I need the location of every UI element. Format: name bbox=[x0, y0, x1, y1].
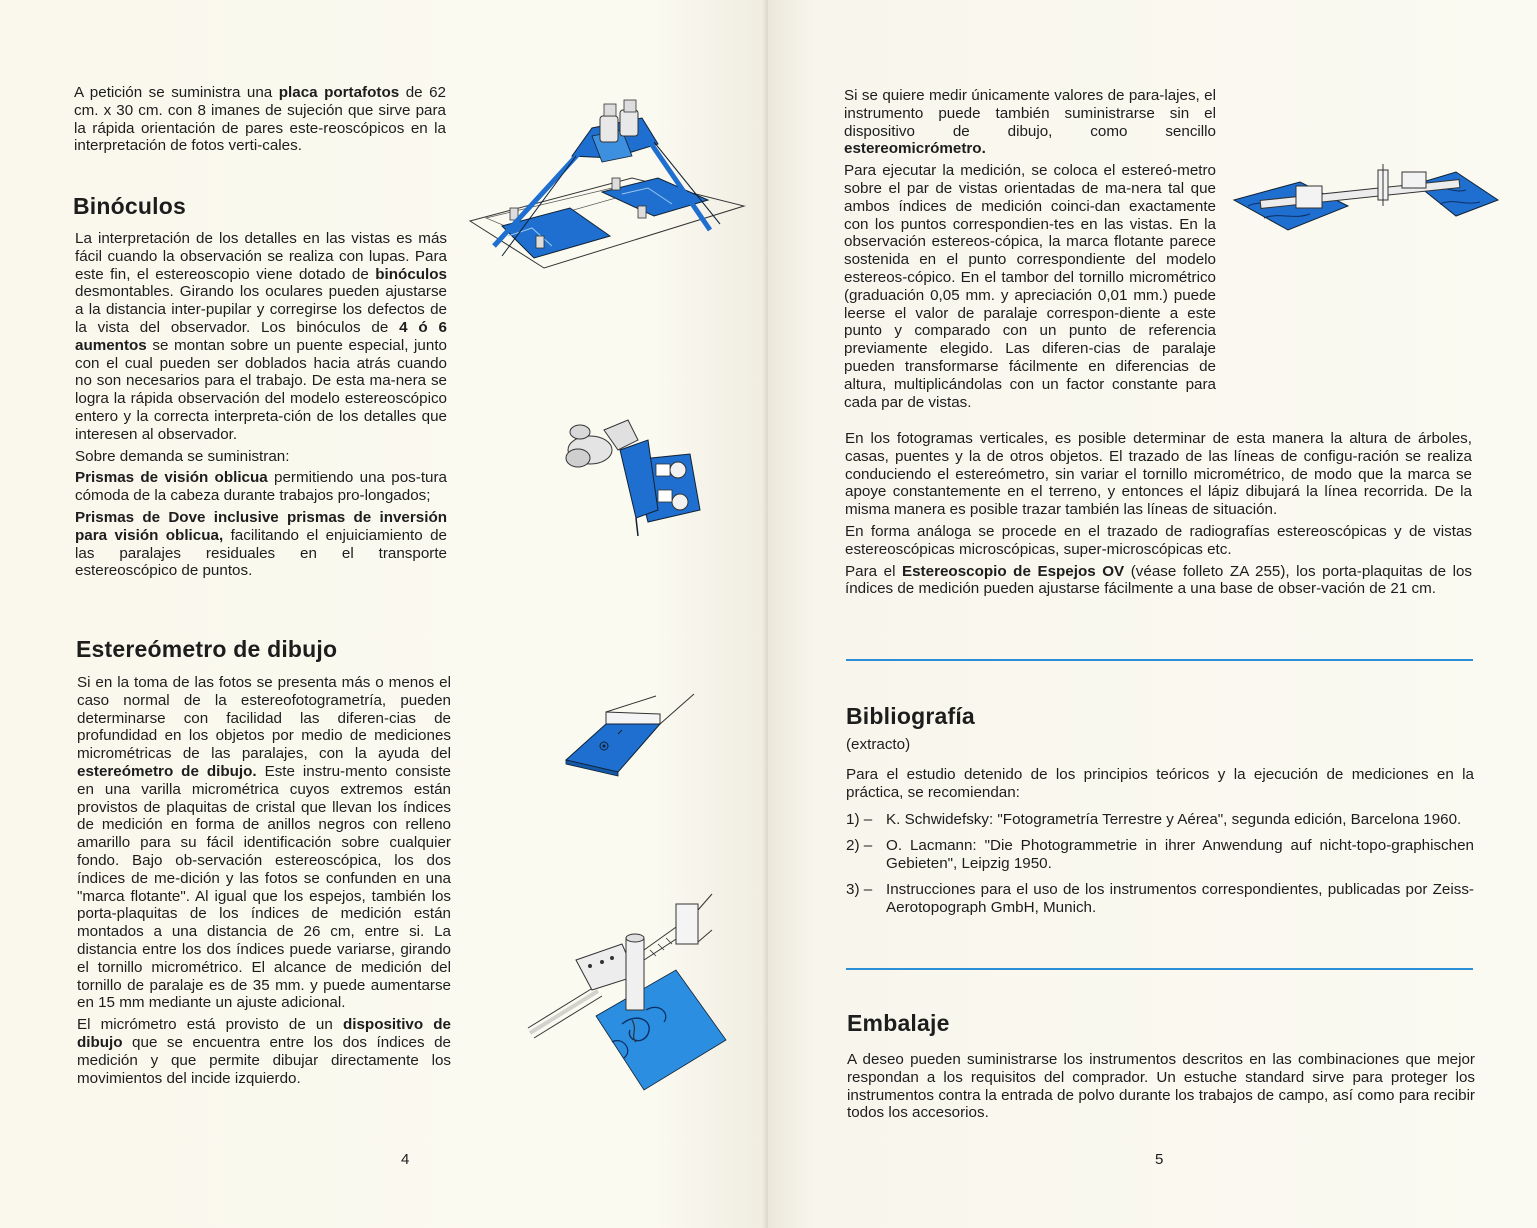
estereometro-paragraph-2: El micrómetro está provisto de un dispositivo de dibujo que se encuentra entre los dos índices de medición y que permite dibujar directamente los movimientos del incide izquierdo. bbox=[77, 1016, 451, 1087]
page-number-left: 4 bbox=[401, 1151, 410, 1168]
bibliography-item: 2) – O. Lacmann: "Die Photogrammetrie in ihrer Anwendung auf nicht-topo-graphischen Gebieten", Leipzig 1950. bbox=[846, 837, 1474, 872]
intro-paragraph bbox=[74, 84, 446, 159]
bibliography-list bbox=[846, 811, 1474, 925]
right-page bbox=[768, 0, 1537, 1228]
divider-1 bbox=[846, 659, 1473, 661]
embalaje-text: A deseo pueden suministrarse los instrumentos descritos en las combinaciones que mejor respondan a los requisitos del comprador. Un estuche standard sirve para proteger los instrumentos contra la entrada de polvo durante los trabajos de campo, así como para recibir todos los accesorios. bbox=[847, 1051, 1475, 1122]
measuring-plate-illustration bbox=[560, 688, 700, 778]
heading-binoculos: Binóculos bbox=[73, 193, 186, 219]
estereometro-section bbox=[77, 674, 451, 1091]
binoculos-paragraph-4: Prismas de Dove inclusive prismas de inversión para visión oblicua, facilitando el enjuiciamiento de las paralajes residuales en el transporte estereoscópico de puntos. bbox=[75, 508, 447, 580]
bibliografia-intro: Para el estudio detenido de los principios teóricos y la ejecución de mediciones en la práctica, se recomiendan: bbox=[846, 766, 1474, 801]
divider-2 bbox=[846, 968, 1473, 970]
stereomicrometer-illustration bbox=[1230, 160, 1502, 240]
binoculos-section bbox=[75, 230, 447, 584]
heading-estereometro: Estereómetro de dibujo bbox=[76, 636, 338, 662]
right-paragraph-3: En los fotogramas verticales, es posible determinar de esta manera la altura de árboles, casas, puentes y la de otros objetos. El trazado de las líneas de configu-ración se realiza conduciendo el estereómetro, sin variar el tornillo micrométrico, de modo que la marca se apoye constantemente en el terreno, y entonces el lápiz dibujará la línea recorrida. De la misma manera es posible trazar también las líneas de situación. bbox=[845, 430, 1472, 519]
right-paragraph-2: Para ejecutar la medición, se coloca el estereó-metro sobre el par de vistas orientadas de ma-nera tal que ambos índices de medición coinci-dan exactamente con los puntos correspondien-tes en las vistas. En la observación estereos-cópica, la marca flotante parece sostenida en el punto correspondiente del modelo estereos-cópico. En el tambor del tornillo micrométrico (graduación 0,05 mm. y apreciación 0,01 mm.) puede leerse el valor de paralaje correspon-diente a este punto y comparado con un punto de referencia previamente elegido. Las diferen-cias de paralaje pueden transformarse fácilmente en diferencias de altura, multiplicándolas con un factor constante para cada par de vistas. bbox=[844, 162, 1216, 411]
heading-embalaje: Embalaje bbox=[847, 1010, 950, 1036]
left-page bbox=[0, 0, 768, 1228]
intro-text-1: A petición se suministra una bbox=[74, 84, 279, 101]
right-wide-text bbox=[845, 430, 1472, 602]
right-top-narrow-text bbox=[844, 87, 1216, 415]
binoculos-paragraph-2: Sobre demanda se suministran: bbox=[75, 447, 290, 465]
right-paragraph-5: Para el Estereoscopio de Espejos OV (véase folleto ZA 255), los porta-plaquitas de los índices de medición pueden ajustarse fácilmente a una base de obser-vación de 21 cm. bbox=[845, 562, 1472, 598]
drawing-device-illustration bbox=[526, 890, 736, 1095]
intro-text-2: de 62 cm. x 30 cm. con 8 imanes de sujeción que sirve para la rápida orientación de pares este-reoscópicos en la interpretación de fotos verti-cales. bbox=[74, 84, 446, 155]
bibliography-item: 1) – K. Schwidefsky: "Fotogrametría Terrestre y Aérea", segunda edición, Barcelona 1960. bbox=[846, 811, 1462, 828]
heading-bibliografia: Bibliografía bbox=[846, 703, 975, 729]
intro-bold-placa: placa portafotos bbox=[278, 84, 400, 101]
page-number-right: 5 bbox=[1155, 1151, 1164, 1168]
right-paragraph-4: En forma análoga se procede en el trazado de radiografías estereoscópicas y de vistas estereoscópicas microscópicas, super-microscópicas etc. bbox=[845, 522, 1472, 558]
bibliografia-subheading: (extracto) bbox=[846, 736, 911, 753]
stereoscope-illustration bbox=[462, 96, 752, 276]
bibliography-item: 3) – Instrucciones para el uso de los instrumentos correspondientes, publicadas por Zeiss-Aerotopograph GmbH, Munich. bbox=[846, 881, 1474, 916]
right-paragraph-1: Si se quiere medir únicamente valores de para-lajes, el instrumento puede también suministrarse sin el dispositivo de dibujo, como sencillo estereomicrómetro. bbox=[844, 87, 1216, 158]
estereometro-paragraph-1: Si en la toma de las fotos se presenta más o menos el caso normal de la estereofotogrametría, pueden determinarse con facilidad las diferen-cias de profundidad en los objetos por medio de mediciones micrométricas de las paralajes, con la ayuda del estereómetro de dibujo. Este instru-mento consiste en una varilla micrométrica cuyos extremos están provistos de plaquitas de cristal que llevan los índices de medición en forma de anillos negros con relleno amarillo para su fácil identificación sobre cualquier fondo. Bajo ob-servación estereoscópica, los dos índices de me-dición y las fotos se confunden en una "marca flotante". Al igual que los espejos, también los porta-plaquitas de los índices de medición están montados a una distancia de 26 cm, entre si. La distancia entre los dos índices puede variarse, girando el tornillo micrométrico. El alcance de medición del tornillo de paralaje es de 35 mm. y puede aumentarse en 15 mm mediante un ajuste adicional. bbox=[77, 674, 451, 1012]
binoculos-paragraph-1: La interpretación de los detalles en las vistas es más fácil cuando la observación se realiza con lupas. Para este fin, el estereoscopio viene dotado de binóculos desmontables. Girando los oculares pueden ajustarse a la distancia inter-pupilar y corregirse los defectos de la vista del observador. Los binóculos de 4 ó 6 aumentos se montan sobre un puente especial, junto con el cual pueden ser doblados hacia atrás cuando no son necesarios para el trabajo. De esta ma-nera se logra la rápida observación del modelo estereoscópico entero y la correcta interpreta-ción de los detalles que interesen al observador. bbox=[75, 230, 447, 443]
binoculos-paragraph-3: Prismas de visión oblicua permitiendo una pos-tura cómoda de la cabeza durante trabajos pro-longados; bbox=[75, 469, 447, 505]
binocular-prism-illustration bbox=[540, 410, 710, 540]
